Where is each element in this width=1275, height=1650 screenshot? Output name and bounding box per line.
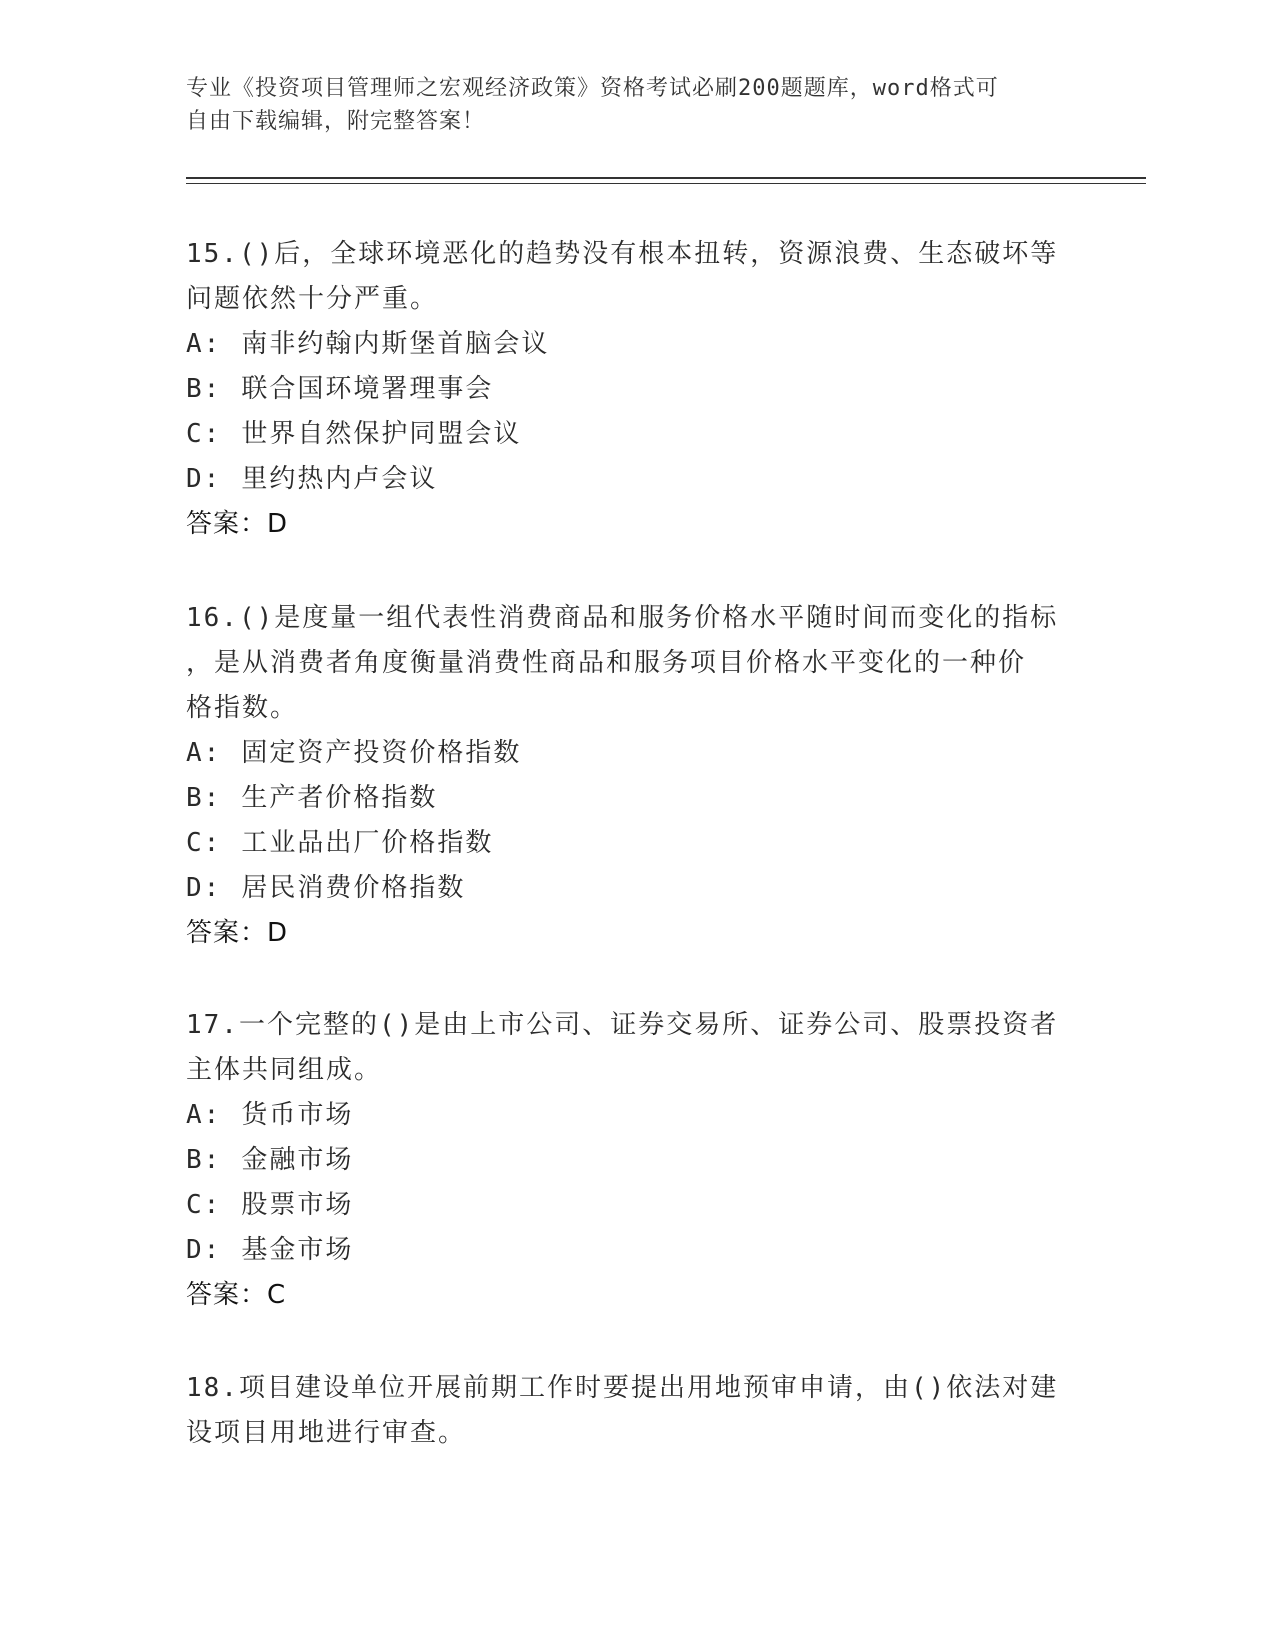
option-text: 里约热内卢会议 — [241, 464, 438, 494]
question-stem-line: 17.一个完整的()是由上市公司、证券交易所、证券公司、股票投资者 — [186, 1010, 1059, 1040]
option-label: C: — [186, 419, 222, 449]
answer: 答案：D — [186, 918, 289, 948]
question-stem-line: 问题依然十分严重。 — [186, 284, 439, 314]
option-label: D: — [186, 464, 222, 494]
option-text: 货币市场 — [241, 1100, 354, 1130]
option-text: 南非约翰内斯堡首脑会议 — [241, 329, 550, 359]
option-d — [186, 1228, 1066, 1273]
option-b — [186, 776, 1066, 821]
option-d — [186, 457, 1066, 502]
option-b — [186, 367, 1066, 412]
option-c — [186, 821, 1066, 866]
document-header — [186, 72, 1066, 138]
header-rule-thick — [186, 177, 1146, 179]
option-b — [186, 1138, 1066, 1183]
question-stem-line: ，是从消费者角度衡量消费性商品和服务项目价格水平变化的一种价 — [186, 648, 1027, 678]
option-a — [186, 322, 1066, 367]
option-label: D: — [186, 873, 222, 903]
option-text: 生产者价格指数 — [241, 783, 438, 813]
question-15 — [186, 232, 1066, 547]
option-d — [186, 866, 1066, 911]
option-label: A: — [186, 1100, 222, 1130]
option-c — [186, 1183, 1066, 1228]
header-line-1: 专业《投资项目管理师之宏观经济政策》资格考试必刷200题题库，word格式可 — [186, 76, 999, 101]
answer: 答案：D — [186, 509, 289, 539]
option-label: B: — [186, 1145, 222, 1175]
question-stem-line: 设项目用地进行审查。 — [186, 1418, 467, 1448]
option-label: D: — [186, 1235, 222, 1265]
option-text: 联合国环境署理事会 — [241, 374, 494, 404]
option-text: 居民消费价格指数 — [241, 873, 466, 903]
question-17 — [186, 1003, 1066, 1318]
question-stem-line: 16.()是度量一组代表性消费商品和服务价格水平随时间而变化的指标 — [186, 603, 1059, 633]
option-text: 固定资产投资价格指数 — [241, 738, 522, 768]
option-label: A: — [186, 738, 222, 768]
option-text: 基金市场 — [241, 1235, 354, 1265]
option-label: A: — [186, 329, 222, 359]
option-a — [186, 1093, 1066, 1138]
question-stem-line: 18.项目建设单位开展前期工作时要提出用地预审申请，由()依法对建 — [186, 1373, 1059, 1403]
option-text: 股票市场 — [241, 1190, 354, 1220]
answer: 答案：C — [186, 1280, 287, 1310]
question-18 — [186, 1366, 1066, 1456]
option-label: B: — [186, 783, 222, 813]
option-text: 金融市场 — [241, 1145, 354, 1175]
option-label: C: — [186, 828, 222, 858]
question-stem-line: 主体共同组成。 — [186, 1055, 383, 1085]
option-c — [186, 412, 1066, 457]
header-line-2: 自由下载编辑，附完整答案！ — [186, 109, 486, 134]
option-label: B: — [186, 374, 222, 404]
question-stem-line: 15.()后，全球环境恶化的趋势没有根本扭转，资源浪费、生态破坏等 — [186, 239, 1059, 269]
option-a — [186, 731, 1066, 776]
header-rule-thin — [186, 183, 1146, 184]
option-label: C: — [186, 1190, 222, 1220]
option-text: 工业品出厂价格指数 — [241, 828, 494, 858]
option-text: 世界自然保护同盟会议 — [241, 419, 522, 449]
question-stem-line: 格指数。 — [186, 693, 299, 723]
question-16 — [186, 596, 1066, 956]
